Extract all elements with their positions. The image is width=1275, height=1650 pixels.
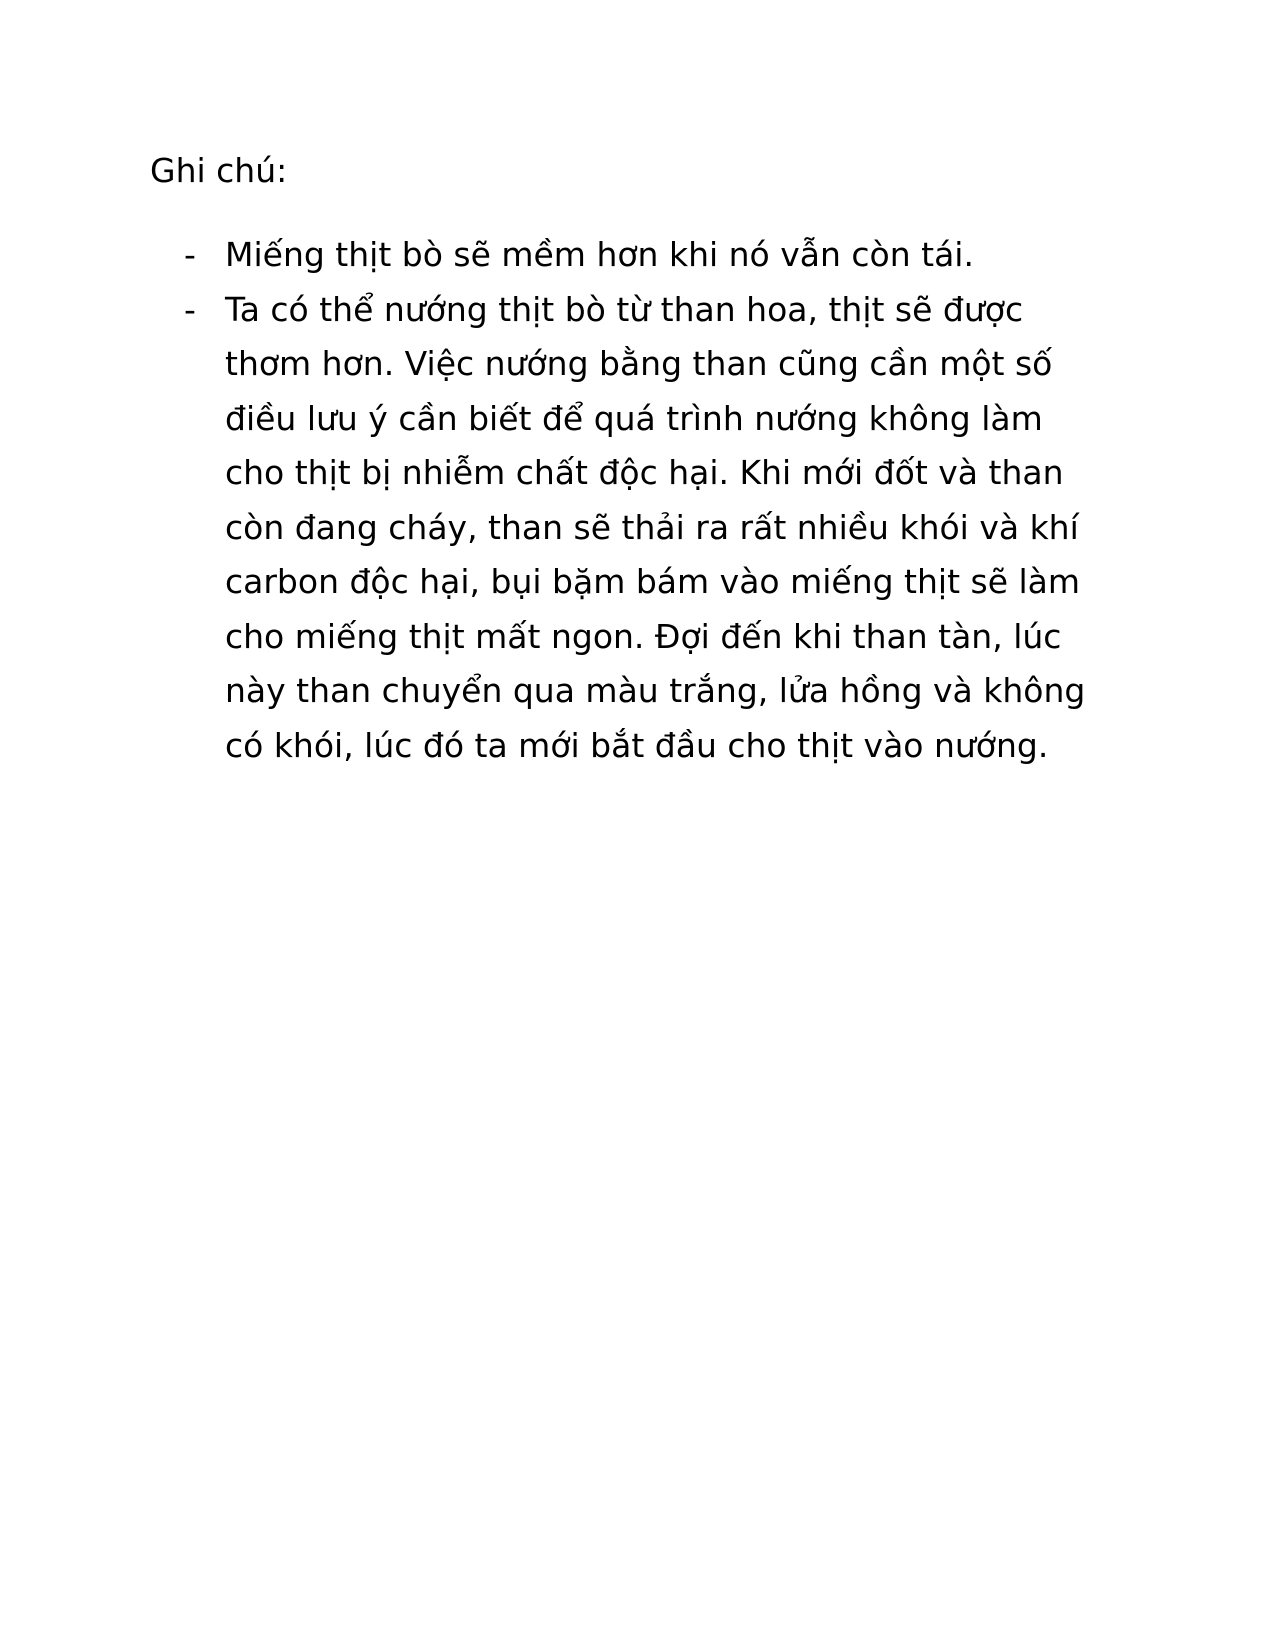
bullet-dash: - xyxy=(184,289,196,329)
bullet-dash: - xyxy=(184,235,196,274)
note-item xyxy=(150,283,1095,774)
notes-heading: Ghi chú: xyxy=(150,151,288,190)
note-item xyxy=(150,228,1095,283)
note-text: Ta có thể nướng thịt bò từ than hoa, thịt sẽ được thơm hơn. Việc nướng bằng than cũng cần một số điều lưu ý cần biết để quá trình nướng không làm cho thịt bị nhiễm chất độc hại. Khi mới đốt và than còn đang cháy, than sẽ thải ra rất nhiều khói và khí carbon độc hại, bụi bặm bám vào miếng thịt sẽ làm cho miếng thịt mất ngon. Đợi đến khi than tàn, lúc này than chuyển qua màu trắng, lửa hồng và không có khói, lúc đó ta mới bắt đầu cho thịt vào nướng. xyxy=(225,289,1086,765)
notes-list xyxy=(150,228,1130,773)
note-text: Miếng thịt bò sẽ mềm hơn khi nó vẫn còn tái. xyxy=(225,235,974,274)
